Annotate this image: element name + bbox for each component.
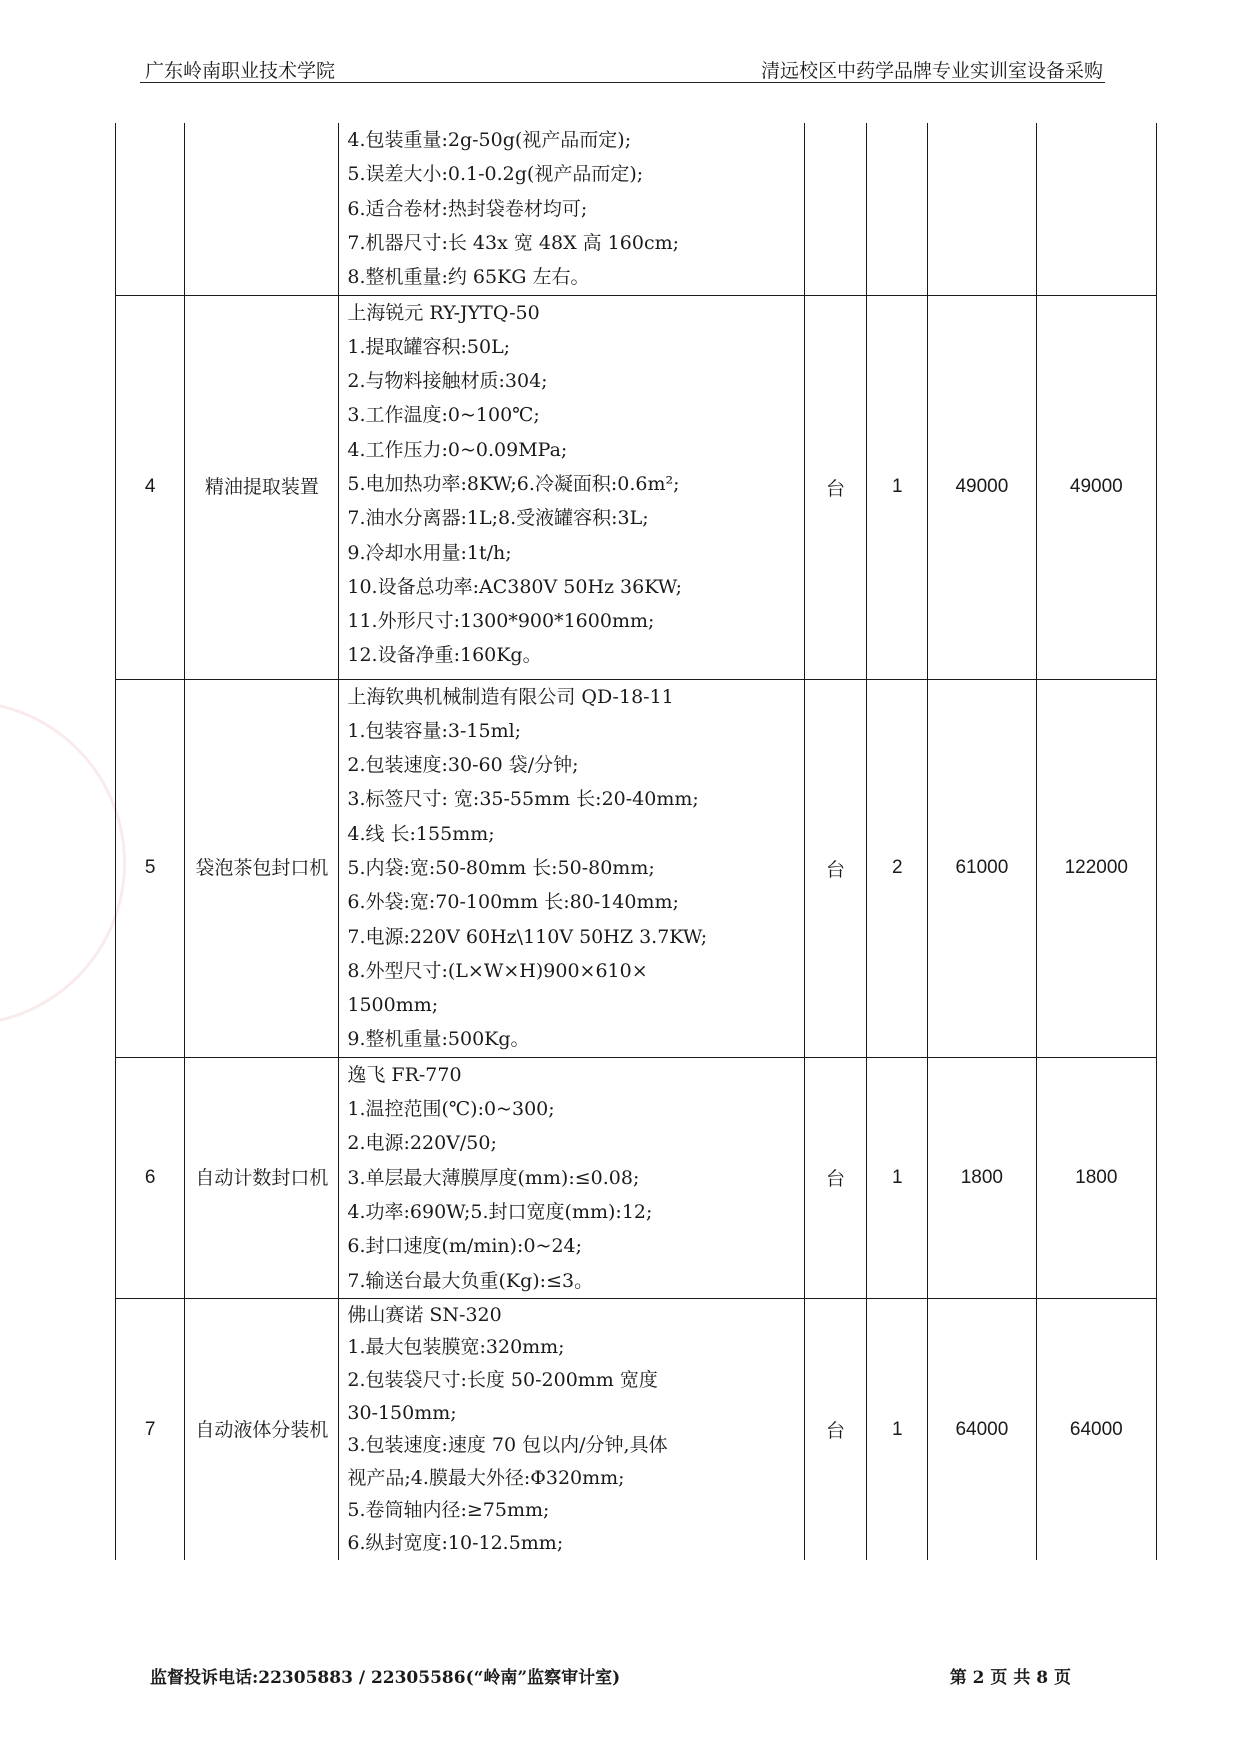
spec-line: 6.适合卷材:热封袋卷材均可; (347, 197, 588, 220)
footer-page-number: 第 2 页 共 8 页 (949, 1668, 1071, 1688)
table-row-7 (116, 1298, 1157, 1560)
spec-line: 4.功率:690W;5.封口宽度(mm):12; (347, 1200, 653, 1223)
item-unit-price: 64000 (928, 1298, 1036, 1560)
spec-line: 2.电源:220V/50; (347, 1132, 497, 1155)
spec-line: 佛山赛诺 SN-320 (347, 1303, 502, 1326)
item-unit (804, 123, 867, 295)
spec-line: 10.设备总功率:AC380V 50Hz 36KW; (347, 575, 683, 598)
spec-line: 9.冷却水用量:1t/h; (347, 541, 512, 564)
equipment-spec-table (115, 123, 1157, 1560)
spec-line: 1.最大包装膜宽:320mm; (347, 1336, 565, 1359)
spec-line: 5.电加热功率:8KW;6.冷凝面积:0.6m²; (347, 472, 680, 495)
spec-line: 7.机器尺寸:长 43x 宽 48X 高 160cm; (347, 231, 680, 254)
spec-line: 11.外形尺寸:1300*900*1600mm; (347, 610, 655, 633)
item-unit: 台 (804, 1298, 867, 1560)
spec-line: 视产品;4.膜最大外径:Φ320mm; (347, 1466, 625, 1489)
item-total-price: 1800 (1036, 1057, 1156, 1298)
spec-line: 8.整机重量:约 65KG 左右。 (347, 266, 590, 289)
header-school-name: 广东岭南职业技术学院 (145, 60, 336, 82)
item-number: 4 (116, 295, 185, 679)
spec-line: 7.油水分离器:1L;8.受液罐容积:3L; (347, 507, 649, 530)
item-quantity: 1 (867, 295, 928, 679)
item-quantity: 2 (867, 679, 928, 1057)
table-row-4 (116, 295, 1157, 679)
item-unit: 台 (804, 295, 867, 679)
footer-complaint-hotline: 监督投诉电话:22305883 / 22305586(“岭南”监察审计室) (150, 1668, 621, 1688)
item-specs (339, 679, 804, 1057)
spec-line: 6.封口速度(m/min):0~24; (347, 1235, 583, 1258)
item-number (116, 123, 185, 295)
spec-line: 4.线 长:155mm; (347, 822, 495, 845)
item-unit: 台 (804, 679, 867, 1057)
item-unit-price: 61000 (928, 679, 1036, 1057)
spec-line: 5.误差大小:0.1-0.2g(视产品而定); (347, 163, 644, 186)
spec-line: 1.提取罐容积:50L; (347, 335, 511, 358)
item-unit-price: 1800 (928, 1057, 1036, 1298)
table-row-6 (116, 1057, 1157, 1298)
spec-line: 5.内袋:宽:50-80mm 长:50-80mm; (347, 856, 655, 879)
spec-line: 4.工作压力:0~0.09MPa; (347, 438, 568, 461)
item-total-price: 64000 (1036, 1298, 1156, 1560)
spec-line: 7.输送台最大负重(Kg):≤3。 (347, 1269, 594, 1292)
spec-line: 1.包装容量:3-15ml; (347, 719, 522, 742)
item-specs (339, 123, 804, 295)
item-unit-price: 49000 (928, 295, 1036, 679)
item-unit: 台 (804, 1057, 867, 1298)
spec-line: 3.包装速度:速度 70 包以内/分钟,具体 (347, 1434, 668, 1457)
header-divider (140, 82, 1105, 83)
spec-line: 2.包装速度:30-60 袋/分钟; (347, 754, 579, 777)
spec-line: 3.标签尺寸: 宽:35-55mm 长:20-40mm; (347, 788, 699, 811)
spec-line: 3.工作温度:0~100℃; (347, 404, 540, 427)
item-number: 5 (116, 679, 185, 1057)
spec-line: 1500mm; (347, 994, 439, 1017)
item-number: 6 (116, 1057, 185, 1298)
spec-line: 4.包装重量:2g-50g(视产品而定); (347, 129, 632, 151)
spec-line: 12.设备净重:160Kg。 (347, 644, 542, 667)
item-name: 自动计数封口机 (185, 1057, 339, 1298)
spec-line: 6.纵封宽度:10-12.5mm; (347, 1532, 564, 1554)
item-quantity: 1 (867, 1057, 928, 1298)
table-row-continued (116, 123, 1157, 295)
item-unit-price (928, 123, 1036, 295)
item-specs (339, 1298, 804, 1560)
red-seal-stamp (0, 700, 126, 1026)
item-specs (339, 295, 804, 679)
spec-line: 8.外型尺寸:(L×W×H)900×610× (347, 959, 648, 982)
spec-line: 6.外袋:宽:70-100mm 长:80-140mm; (347, 891, 679, 914)
spec-line: 上海锐元 RY-JYTQ-50 (347, 301, 540, 324)
spec-line: 3.单层最大薄膜厚度(mm):≤0.08; (347, 1166, 640, 1189)
spec-line: 1.温控范围(℃):0~300; (347, 1098, 555, 1121)
item-quantity: 1 (867, 1298, 928, 1560)
item-total-price: 49000 (1036, 295, 1156, 679)
spec-line: 2.与物料接触材质:304; (347, 370, 548, 393)
table-row-5 (116, 679, 1157, 1057)
item-specs (339, 1057, 804, 1298)
item-name: 袋泡茶包封口机 (185, 679, 339, 1057)
spec-line: 上海钦典机械制造有限公司 QD-18-11 (347, 685, 674, 708)
item-name (185, 123, 339, 295)
item-quantity (867, 123, 928, 295)
item-total-price (1036, 123, 1156, 295)
header-project-title: 清远校区中药学品牌专业实训室设备采购 (760, 60, 1103, 82)
item-name: 精油提取装置 (185, 295, 339, 679)
spec-line: 5.卷筒轴内径:≥75mm; (347, 1499, 550, 1522)
item-number: 7 (116, 1298, 185, 1560)
item-total-price: 122000 (1036, 679, 1156, 1057)
item-name: 自动液体分装机 (185, 1298, 339, 1560)
spec-line: 9.整机重量:500Kg。 (347, 1028, 530, 1051)
spec-line: 7.电源:220V 60Hz\110V 50HZ 3.7KW; (347, 925, 708, 948)
spec-line: 30-150mm; (347, 1401, 457, 1424)
spec-line: 2.包装袋尺寸:长度 50-200mm 宽度 (347, 1369, 658, 1392)
spec-line: 逸飞 FR-770 (347, 1063, 462, 1086)
